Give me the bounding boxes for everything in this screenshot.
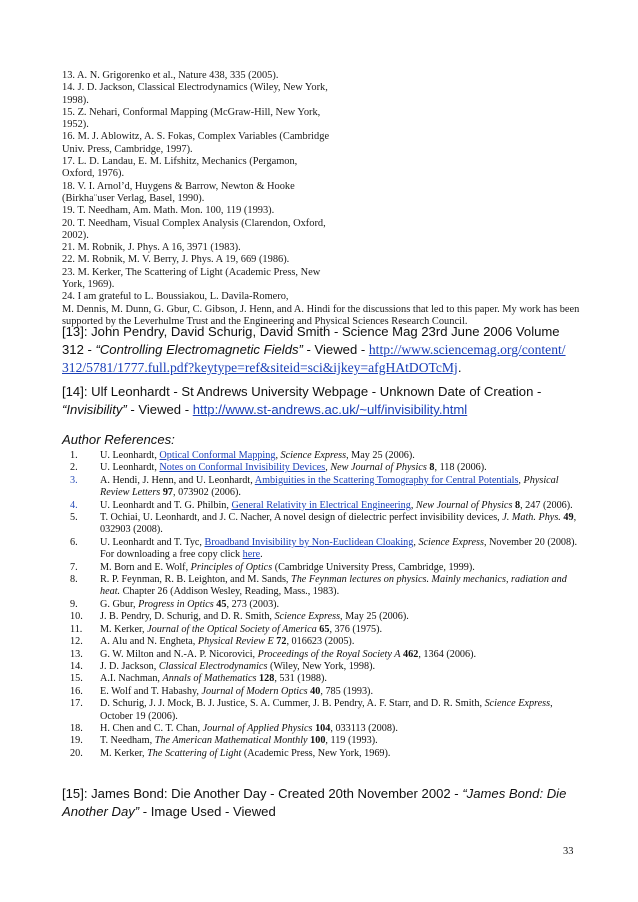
author-reference-authors: A. Hendi, J. Henn, and U. Leonhardt, <box>100 474 255 486</box>
citation-15-suffix: - Image Used - Viewed <box>139 804 276 819</box>
author-reference-item <box>62 624 582 636</box>
reference-line: 18. V. I. Arnol’d, Huygens & Barrow, Newton & Hooke <box>62 180 295 192</box>
author-reference-details: , 119 (1993). <box>325 735 378 747</box>
reference-line: 20. T. Needham, Visual Complex Analysis (Clarendon, Oxford, <box>62 217 326 229</box>
author-reference-details: , 033113 (2008). <box>330 722 398 734</box>
author-reference-item <box>62 735 582 747</box>
citation-13-link-part1[interactable]: http://www.sciencemag.org/content/ <box>368 342 566 357</box>
author-reference-number: 20. <box>70 747 83 759</box>
author-reference-journal: Annals of Mathematics <box>162 673 257 685</box>
author-reference-item <box>62 636 582 648</box>
author-reference-journal: Principles of Optics <box>190 561 273 573</box>
citation-15 <box>62 785 582 821</box>
author-reference-authors: M. Kerker, <box>100 623 148 635</box>
author-reference-details: , 118 (2006). <box>434 462 487 474</box>
author-reference-item <box>62 500 582 512</box>
reference-line: 13. A. N. Grigorenko et al., Nature 438, 335 (2005). <box>62 70 279 81</box>
author-reference-number: 7. <box>70 561 78 573</box>
reference-line: 21. M. Robnik, J. Phys. A 16, 3971 (1983). <box>62 242 241 254</box>
author-reference-number: 16. <box>70 685 83 697</box>
author-reference-details: , May 25 (2006). <box>346 450 415 461</box>
author-reference-authors: J. B. Pendry, D. Schurig, and D. R. Smith, <box>100 611 275 623</box>
citation-14 <box>62 383 582 419</box>
author-reference-link[interactable]: Notes on Conformal Invisibility Devices <box>159 462 326 474</box>
author-reference-details: , 531 (1988). <box>274 673 327 685</box>
author-reference-journal: Science Express <box>418 536 484 548</box>
author-reference-details: , May 25 (2006). <box>340 611 409 623</box>
author-reference-details: (Cambridge University Press, Cambridge, 1999). <box>272 561 475 573</box>
author-reference-number: 19. <box>70 735 83 747</box>
author-reference-number: 11. <box>70 623 83 635</box>
author-reference-text <box>100 624 582 636</box>
author-reference-authors: M. Born and E. Wolf, <box>100 561 191 573</box>
author-reference-here-link[interactable]: here <box>242 549 261 561</box>
author-reference-item <box>62 574 582 599</box>
author-reference-item <box>62 450 582 462</box>
reference-line: 17. L. D. Landau, E. M. Lifshitz, Mechanics (Pergamon, <box>62 156 298 168</box>
author-reference-journal: Science Express <box>274 611 341 623</box>
author-reference-text <box>100 537 582 562</box>
citation-14-middle: - Viewed - <box>126 402 193 417</box>
author-reference-text <box>100 735 582 747</box>
author-reference-item <box>62 723 582 735</box>
author-reference-volume: 100 <box>307 735 326 747</box>
author-reference-text <box>100 475 582 500</box>
author-reference-authors: T. Ochiai, U. Leonhardt, and J. C. Nacher, A novel design of dielectric perfect invisibility devices, <box>100 512 503 524</box>
citation-13 <box>62 323 582 377</box>
author-reference-details: , 247 (2006). <box>520 499 573 511</box>
author-reference-journal: The Scattering of Light <box>147 747 242 759</box>
author-reference-link[interactable]: General Relativity in Electrical Engineering <box>231 499 411 511</box>
author-reference-item <box>62 475 582 500</box>
author-reference-item <box>62 462 582 474</box>
reference-line: 23. M. Kerker, The Scattering of Light (Academic Press, New <box>62 266 321 278</box>
author-reference-number: 3. <box>70 474 78 486</box>
author-reference-volume: 45 <box>213 598 227 610</box>
author-reference-authors: H. Chen and C. T. Chan, <box>100 722 203 734</box>
author-reference-item <box>62 698 582 723</box>
author-reference-authors: U. Leonhardt and T. G. Philbin, <box>100 499 232 511</box>
author-reference-volume: 128 <box>256 673 275 685</box>
author-reference-volume: 462 <box>400 648 419 660</box>
author-reference-number: 9. <box>70 598 78 610</box>
reference-line: 16. M. J. Ablowitz, A. S. Fokas, Complex Variables (Cambridge <box>62 131 330 143</box>
author-reference-details: , 032903 (2008). <box>100 512 577 536</box>
author-reference-text <box>100 562 582 574</box>
page-number: 33 <box>563 846 574 857</box>
author-reference-separator: , <box>518 474 524 486</box>
author-reference-tail: . <box>260 549 263 561</box>
author-reference-authors: R. P. Feynman, R. B. Leighton, and M. Sands, <box>100 574 292 586</box>
author-reference-details: , November 20 (2008). For downloading a free copy click <box>100 536 578 561</box>
author-reference-number: 13. <box>70 648 83 660</box>
author-reference-journal: Progress in Optics <box>138 598 214 610</box>
author-reference-list <box>62 450 582 760</box>
author-reference-authors: U. Leonhardt, <box>100 450 160 461</box>
acknowledgement-text: M. Dennis, M. Dunn, G. Gbur, C. Gibson, J. Henn, and A. Hindi for the discussions that led to this paper. My work has been supported by the Leverhulme Trust and the Engineering and Physical Sciences Research Council. <box>62 303 580 327</box>
author-reference-separator: , <box>275 450 281 461</box>
author-reference-number: 6. <box>70 536 78 548</box>
author-reference-text <box>100 574 582 599</box>
reference-line: York, 1969). <box>62 279 115 291</box>
author-reference-authors: G. W. Milton and N.-A. P. Nicorovici, <box>100 648 258 660</box>
reference-line: 1952). <box>62 119 89 131</box>
reference-line: 15. Z. Nehari, Conformal Mapping (McGraw-Hill, New York, <box>62 106 321 118</box>
author-reference-authors: A. Alu and N. Engheta, <box>100 636 198 648</box>
author-reference-item <box>62 599 582 611</box>
reference-line: 14. J. D. Jackson, Classical Electrodynamics (Wiley, New York, <box>62 82 328 94</box>
author-reference-number: 14. <box>70 660 83 672</box>
author-reference-details: , 273 (2003). <box>226 598 280 610</box>
author-reference-number: 18. <box>70 722 83 734</box>
citation-14-title: “Invisibility” <box>62 402 127 417</box>
citation-15-title: “James Bond: Die Another Day” <box>62 786 567 819</box>
author-reference-authors: D. Schurig, J. J. Mock, B. J. Justice, S. A. Cummer, J. B. Pendry, A. F. Starr, and D. R. Smith, <box>100 698 485 710</box>
author-reference-number: 15. <box>70 673 83 685</box>
author-reference-volume: 72 <box>273 636 287 648</box>
author-reference-details: Chapter 26 (Addison Wesley, Reading, Mass., 1983). <box>120 586 340 598</box>
author-reference-authors: U. Leonhardt and T. Tyc, <box>100 536 205 548</box>
citation-13-title: “Controlling Electromagnetic Fields” <box>95 342 303 357</box>
numbered-reference-list <box>62 70 582 328</box>
author-reference-number: 8. <box>70 574 78 586</box>
author-reference-item <box>62 562 582 574</box>
citation-13-middle: - Viewed - <box>302 342 369 357</box>
author-reference-journal: Journal of Applied Physics <box>202 722 313 734</box>
author-reference-number: 5. <box>70 512 78 524</box>
reference-line: (Birkha¨user Verlag, Basel, 1990). <box>62 192 205 204</box>
author-reference-separator: , <box>413 536 419 548</box>
reference-line: 19. T. Needham, Am. Math. Mon. 100, 119 (1993). <box>62 205 275 217</box>
author-reference-link[interactable]: Ambiguities in the Scattering Tomography for Central Potentials <box>254 474 519 486</box>
author-reference-journal: Physical Review E <box>197 636 274 648</box>
author-reference-details: (Academic Press, New York, 1969). <box>241 747 391 759</box>
author-reference-text <box>100 611 582 623</box>
author-reference-authors: M. Kerker, <box>100 747 148 759</box>
author-reference-journal: New Journal of Physics <box>415 499 513 511</box>
author-reference-journal: Science Express <box>280 450 347 461</box>
author-reference-item <box>62 686 582 698</box>
author-reference-item <box>62 661 582 673</box>
author-reference-authors: A.I. Nachman, <box>100 673 163 685</box>
author-reference-authors: T. Needham, <box>100 735 155 747</box>
author-reference-authors: G. Gbur, <box>100 598 139 610</box>
author-reference-number: 10. <box>70 611 83 623</box>
author-reference-journal: The Feynman lectures on physics. Mainly mechanics, radiation and heat. <box>100 574 567 598</box>
citation-13-suffix: . <box>457 360 462 375</box>
citation-13-prefix: [13]: John Pendry, David Schurig, David Smith - Science Mag 23rd June 2006 Volume 312 - <box>62 324 560 357</box>
author-references-heading: Author References: <box>62 432 175 447</box>
author-reference-text <box>100 500 582 512</box>
author-reference-volume: 40 <box>307 685 321 697</box>
author-reference-volume: 8 <box>426 462 435 474</box>
author-reference-text <box>100 599 582 611</box>
author-reference-link[interactable]: Optical Conformal Mapping <box>159 450 276 461</box>
author-reference-details: , October 19 (2006). <box>100 698 553 722</box>
author-reference-number: 17. <box>70 698 83 710</box>
author-reference-text <box>100 698 582 723</box>
author-reference-authors: U. Leonhardt, <box>100 462 160 474</box>
author-reference-details: , 073902 (2006). <box>173 487 241 499</box>
author-reference-text <box>100 636 582 648</box>
reference-line: Oxford, 1976). <box>62 168 125 180</box>
author-reference-text <box>100 748 582 760</box>
author-reference-text <box>100 649 582 661</box>
author-reference-journal: New Journal of Physics <box>330 462 427 474</box>
citation-15-prefix: [15]: James Bond: Die Another Day - Created 20th November 2002 - <box>62 786 463 801</box>
author-reference-item <box>62 611 582 623</box>
author-reference-separator: , <box>325 462 331 474</box>
author-reference-journal: Science Express <box>484 698 551 710</box>
author-reference-journal: Proceedings of the Royal Society A <box>257 648 401 660</box>
author-reference-item <box>62 537 582 562</box>
author-reference-item <box>62 748 582 760</box>
reference-line: Univ. Press, Cambridge, 1997). <box>62 143 193 155</box>
author-reference-authors: J. D. Jackson, <box>100 660 159 672</box>
reference-line: 2002). <box>62 229 89 241</box>
author-reference-item <box>62 512 582 537</box>
author-reference-text <box>100 673 582 685</box>
author-reference-item <box>62 673 582 685</box>
author-reference-number: 2. <box>70 462 78 474</box>
author-reference-journal: Classical Electrodynamics <box>158 660 268 672</box>
author-reference-details: , 785 (1993). <box>320 685 373 697</box>
author-reference-authors: E. Wolf and T. Habashy, <box>100 685 202 697</box>
author-reference-details: , 376 (1975). <box>329 623 383 635</box>
reference-line: 24. I am grateful to L. Boussiakou, L. Davila-Romero, <box>62 291 289 303</box>
author-reference-details: , 1364 (2006). <box>418 648 477 660</box>
reference-line: 22. M. Robnik, M. V. Berry, J. Phys. A 19, 669 (1986). <box>62 254 290 266</box>
citation-14-link[interactable]: http://www.st-andrews.ac.uk/~ulf/invisibility.html <box>192 402 468 417</box>
author-reference-volume: 49 <box>560 512 574 524</box>
author-reference-text <box>100 450 582 462</box>
author-reference-journal: Journal of the Optical Society of America <box>147 623 317 635</box>
author-reference-text <box>100 686 582 698</box>
author-reference-details: , 016623 (2005). <box>286 636 355 648</box>
author-reference-text <box>100 661 582 673</box>
author-reference-text <box>100 462 582 474</box>
author-reference-details: (Wiley, New York, 1998). <box>267 660 376 672</box>
citation-13-link-part2[interactable]: 312/5781/1777.full.pdf?keytype=ref&siteid=sci&ijkey=afgHAtDOTcMj <box>62 360 458 375</box>
author-reference-text <box>100 512 582 537</box>
author-reference-volume: 8 <box>512 499 521 511</box>
author-reference-number: 1. <box>70 450 78 461</box>
reference-line: 1998). <box>62 94 89 106</box>
author-reference-journal: Physical Review Letters <box>100 474 559 499</box>
author-reference-number: 12. <box>70 636 83 648</box>
author-reference-number: 4. <box>70 499 78 511</box>
author-reference-text <box>100 723 582 735</box>
author-reference-separator: , <box>410 499 416 511</box>
author-reference-volume: 65 <box>316 623 330 635</box>
author-reference-link[interactable]: Broadband Invisibility by Non-Euclidean Cloaking <box>204 536 414 548</box>
author-reference-item <box>62 649 582 661</box>
author-reference-volume: 104 <box>312 722 331 734</box>
author-reference-journal: The American Mathematical Monthly <box>154 735 308 747</box>
author-reference-journal: Journal of Modern Optics <box>201 685 308 697</box>
author-reference-journal: J. Math. Phys. <box>502 512 561 524</box>
citation-14-prefix: [14]: Ulf Leonhardt - St Andrews University Webpage - Unknown Date of Creation - <box>62 384 542 399</box>
author-reference-volume: 97 <box>160 487 173 499</box>
